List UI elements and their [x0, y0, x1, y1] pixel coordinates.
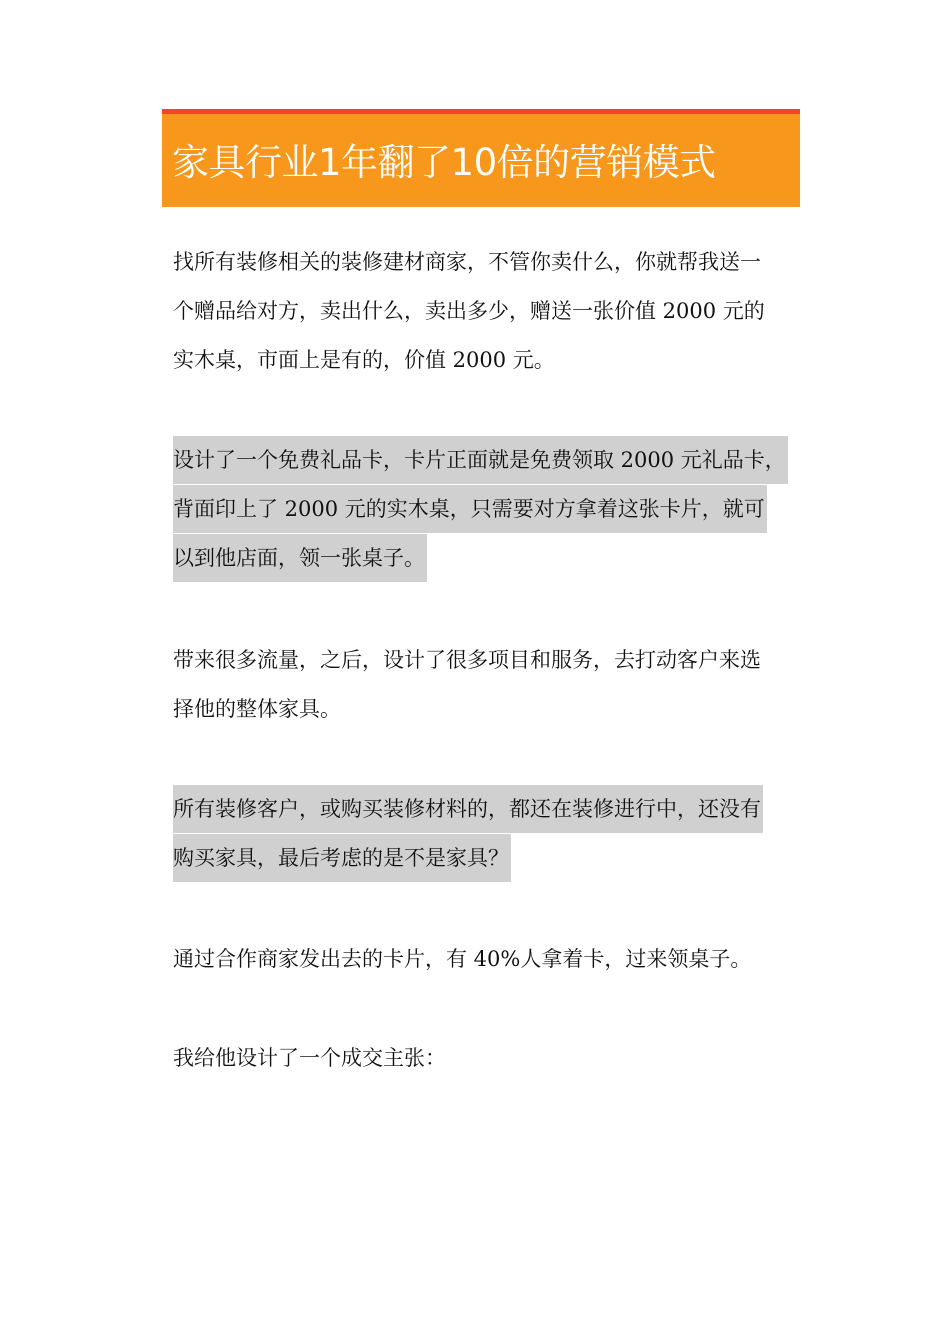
paragraph-line [173, 436, 793, 485]
paragraph-line: 择他的整体家具。 [173, 697, 341, 721]
highlighted-text: 购买家具，最后考虑的是不是家具？ [173, 834, 511, 882]
paragraph-4-highlighted [173, 785, 793, 883]
paragraph-line: 通过合作商家发出去的卡片，有 40%人拿着卡，过来领桌子。 [173, 947, 752, 971]
page-title: 家具行业1年翻了10倍的营销模式 [172, 141, 716, 184]
paragraph-line: 实木桌，市面上是有的，价值 2000 元。 [173, 348, 555, 372]
highlighted-text: 背面印上了 2000 元的实木桌，只需要对方拿着这张卡片，就可 [173, 485, 767, 533]
paragraph-line: 带来很多流量，之后，设计了很多项目和服务，去打动客户来选 [173, 648, 761, 672]
paragraph-3 [173, 636, 793, 734]
paragraph-5 [173, 935, 793, 984]
title-banner [162, 109, 800, 207]
paragraph-2-highlighted [173, 436, 793, 583]
paragraph-line [173, 834, 793, 883]
paragraph-line: 个赠品给对方，卖出什么，卖出多少，赠送一张价值 2000 元的 [173, 299, 765, 323]
highlighted-text: 所有装修客户，或购买装修材料的，都还在装修进行中，还没有 [173, 785, 763, 833]
highlighted-text: 以到他店面，领一张桌子。 [173, 534, 427, 582]
paragraph-line [173, 534, 793, 583]
paragraph-6 [173, 1034, 793, 1083]
paragraph-line: 我给他设计了一个成交主张： [173, 1046, 446, 1070]
paragraph-1 [173, 238, 793, 385]
paragraph-line: 找所有装修相关的装修建材商家，不管你卖什么，你就帮我送一 [173, 250, 761, 274]
paragraph-line [173, 785, 793, 834]
paragraph-line [173, 485, 793, 534]
highlighted-text: 设计了一个免费礼品卡，卡片正面就是免费领取 2000 元礼品卡， [173, 436, 788, 484]
